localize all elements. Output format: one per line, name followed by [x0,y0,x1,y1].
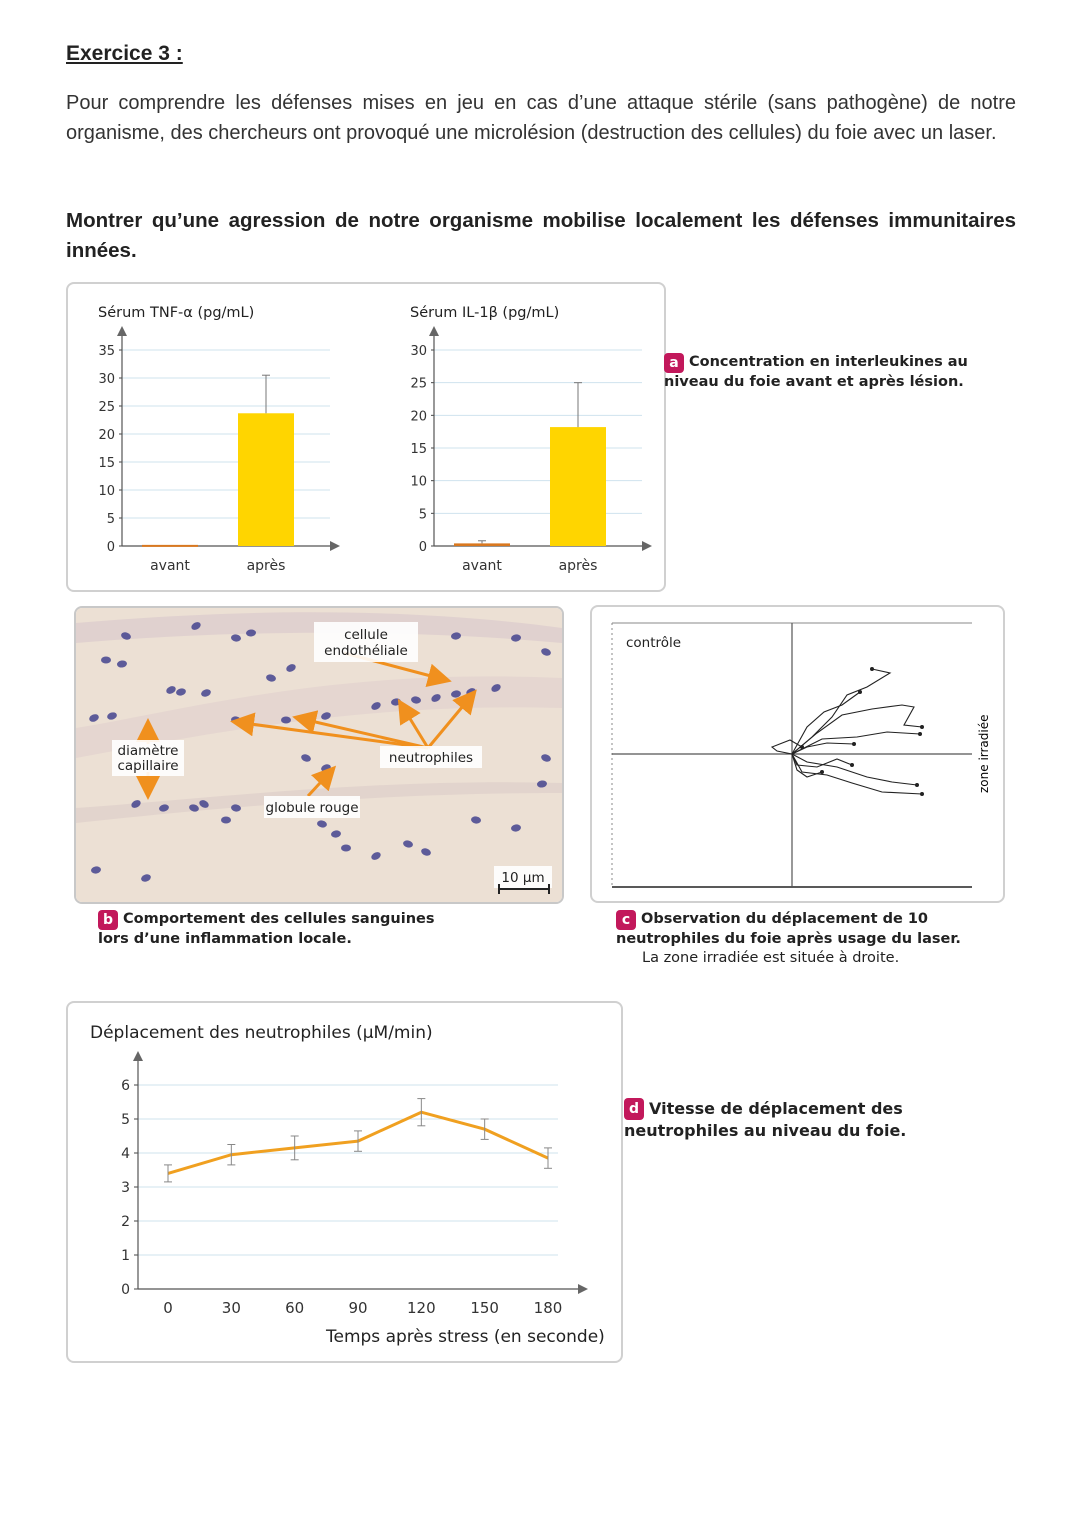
bar-ytick-1: 25 [410,376,427,392]
doc-d-caption-text: Vitesse de déplacement des neutrophiles au niveau du foie. [624,1099,907,1140]
line-xlabel: Temps après stress (en seconde) [326,1327,605,1347]
doc-b-caption-text: Comportement des cellules sanguines lors d’une inflammation locale. [98,911,435,947]
line-xtick: 0 [163,1299,173,1317]
bar-chart-title-1: Sérum IL-1β (pg/mL) [410,305,560,321]
line-ytick: 0 [121,1282,130,1298]
bar-ytick-1: 15 [410,442,427,457]
line-xtick: 30 [221,1299,241,1317]
bar-ytick-0: 25 [98,400,115,415]
line-ytick: 5 [121,1112,130,1128]
doc-d-chart [68,1003,621,1361]
label-diameter-1: diamètre [117,743,179,759]
bar-chart-title-0: Sérum TNF-α (pg/mL) [98,305,255,321]
bar-category-label: avant [150,558,190,574]
bar-ytick-0: 0 [106,540,115,555]
doc-a-letter: a [664,353,684,373]
exercise-intro: Pour comprendre les défenses mises en jeu en cas d’une attaque stérile (sans pathogène) de notre organisme, des chercheurs ont provoqué une microlésion (destruction des cellules) du foie avec un laser. [66,92,1016,144]
neutrophil-tracks [772,669,922,794]
doc-c-subcaption: La zone irradiée est située à droite. [642,950,900,966]
trajectory-plot [592,607,1003,901]
line-ytick: 1 [121,1248,130,1264]
bar-ytick-1: 30 [410,344,427,359]
bar-1-0 [454,543,510,546]
line-ytick: 3 [121,1180,130,1196]
doc-b-caption [98,910,438,949]
label-red-cell: globule rouge [265,800,359,816]
label-endothelial-2: endothéliale [324,643,408,659]
label-endothelial-1: cellule [344,627,388,643]
bar-ytick-1: 20 [410,409,427,425]
doc-a-caption-text: Concentration en interleukines au niveau du foie avant et après lésion. [664,354,968,390]
line-ytick: 6 [121,1078,130,1094]
line-xtick: 90 [348,1299,368,1317]
control-label: contrôle [626,635,682,651]
bar-category-label: après [558,558,598,574]
bar-ytick-1: 0 [418,540,427,555]
doc-d-caption [624,1098,1014,1142]
line-xtick: 150 [470,1299,499,1317]
bar-ytick-0: 30 [98,372,115,387]
exercise-task: Montrer qu’une agression de notre organisme mobilise localement les défenses immunitaires innées. [66,209,1016,262]
doc-c-caption-text: Observation du déplacement de 10 neutrophiles du foie après usage du laser. [616,911,961,947]
line-xtick: 60 [285,1299,305,1317]
doc-c-letter: c [616,910,636,930]
doc-a-caption [664,353,1014,392]
micrograph-illustration [76,608,562,902]
bar-ytick-0: 15 [98,456,115,471]
bar-ytick-0: 35 [98,344,115,359]
doc-a-charts [68,284,664,590]
zone-irradiated-label: zone irradiée [977,714,991,793]
bar-ytick-0: 5 [106,512,115,527]
line-chart-title: Déplacement des neutrophiles (µM/min) [90,1023,433,1043]
doc-b-panel [74,606,564,904]
doc-d-letter: d [624,1098,644,1120]
bar-0-0 [142,545,198,547]
bar-ytick-1: 5 [418,507,427,523]
label-scale: 10 µm [501,870,545,886]
doc-c-panel [590,605,1005,903]
line-xtick: 180 [533,1299,563,1317]
label-neutrophils: neutrophiles [388,750,474,766]
exercise-title: Exercice 3 : [66,42,183,65]
bar-0-1 [238,413,294,546]
line-xtick: 120 [407,1299,436,1317]
line-ytick: 2 [121,1214,130,1230]
doc-d-panel [66,1001,623,1363]
bar-category-label: avant [462,558,502,574]
bar-category-label: après [246,558,286,574]
bar-ytick-0: 20 [98,428,115,443]
line-ytick: 4 [121,1146,130,1162]
bar-1-1 [550,427,606,546]
doc-c-caption [616,910,1016,968]
doc-b-letter: b [98,910,118,930]
bar-ytick-0: 10 [98,484,115,499]
bar-ytick-1: 10 [410,474,427,490]
label-diameter-2: capillaire [117,758,179,774]
doc-a-panel [66,282,666,592]
